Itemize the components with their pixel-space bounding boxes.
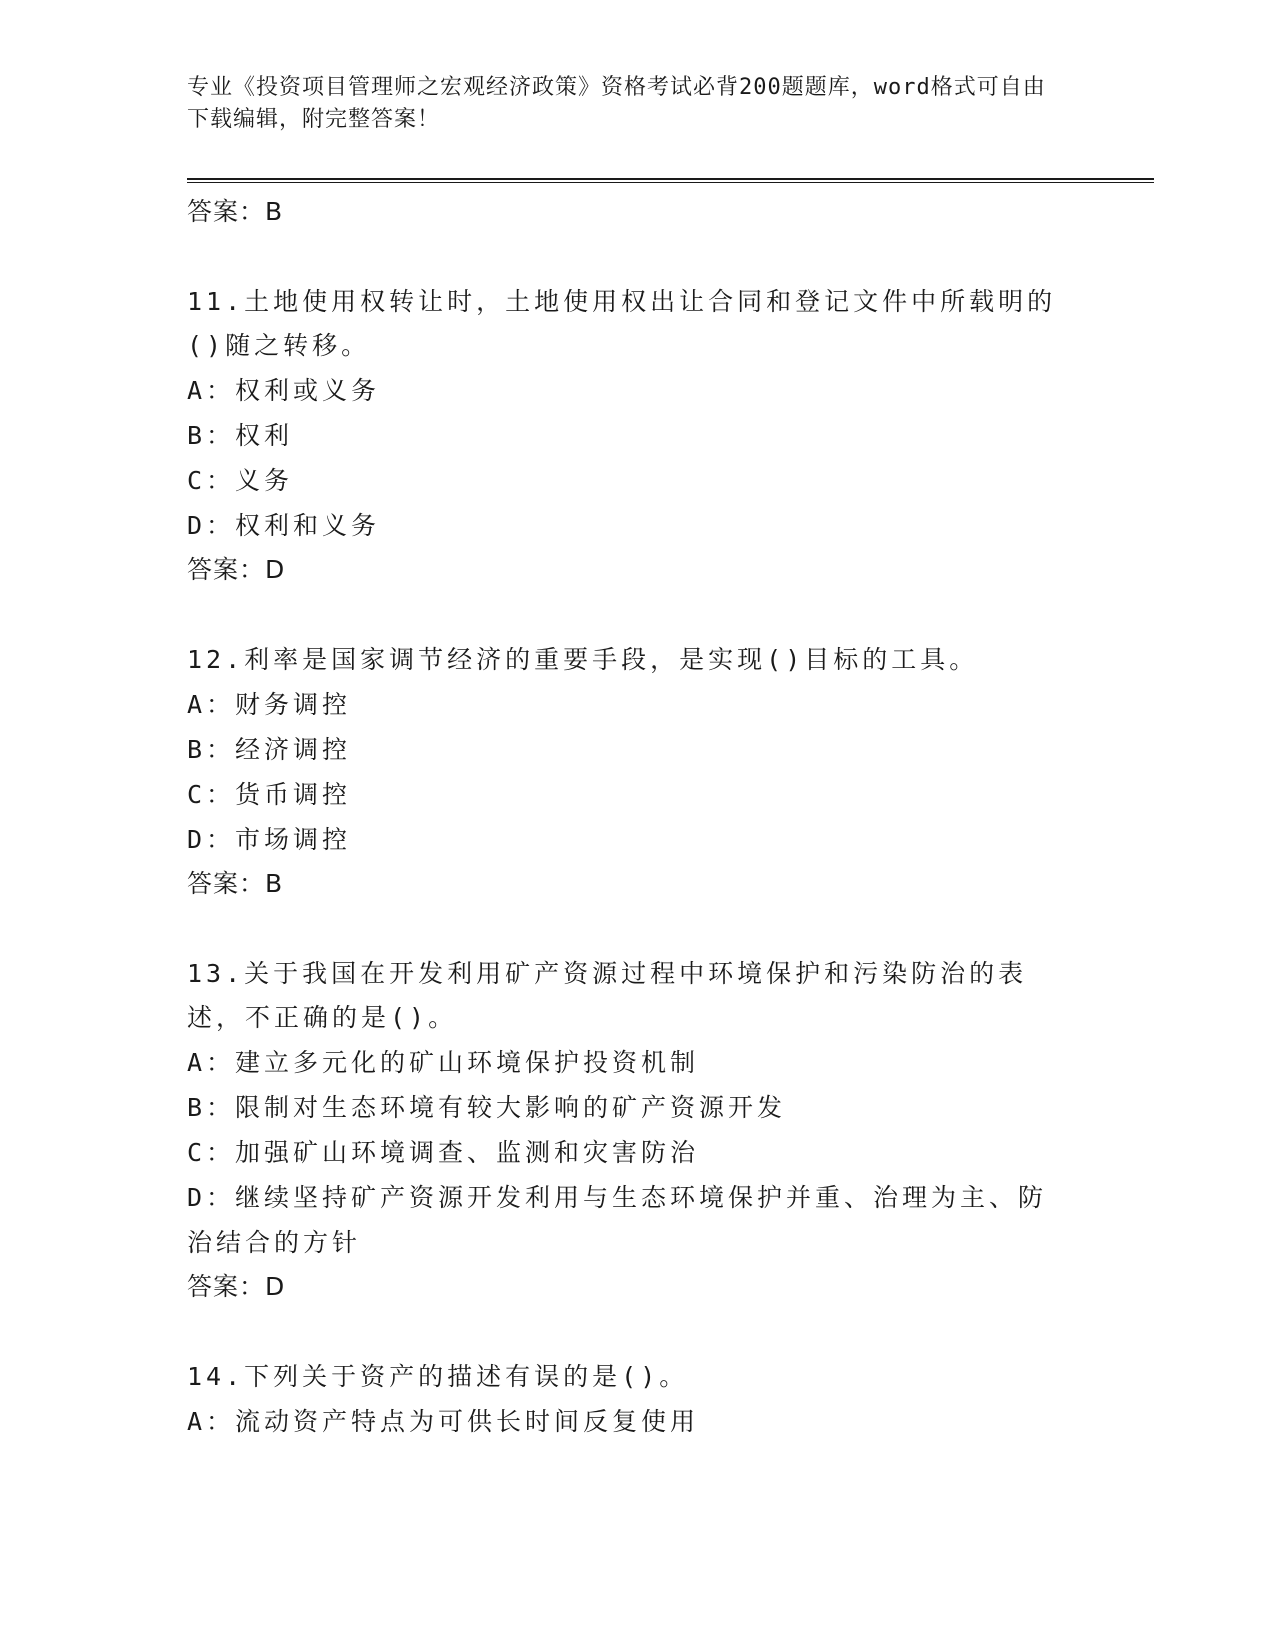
option-b: B：限制对生态环境有较大影响的矿产资源开发 <box>187 1093 787 1122</box>
option-a: A：建立多元化的矿山环境保护投资机制 <box>187 1048 700 1077</box>
question-stem: 13.关于我国在开发利用矿产资源过程中环境保护和污染防治的表述，不正确的是()。 <box>187 959 1028 1032</box>
option-a: A：流动资产特点为可供长时间反复使用 <box>187 1407 700 1436</box>
question-12 <box>187 638 1087 906</box>
option-b: B：经济调控 <box>187 735 352 764</box>
answer-line: 答案：B <box>187 869 284 898</box>
option-d: D：市场调控 <box>187 825 352 854</box>
question-stem: 14.下列关于资产的描述有误的是()。 <box>187 1362 689 1391</box>
option-c: C：义务 <box>187 466 294 495</box>
option-d: D：权利和义务 <box>187 511 381 540</box>
question-14 <box>187 1355 1087 1444</box>
document-body <box>187 190 1087 1444</box>
question-11 <box>187 280 1087 592</box>
option-a: A：财务调控 <box>187 690 352 719</box>
question-stem: 11.土地使用权转让时，土地使用权出让合同和登记文件中所载明的()随之转移。 <box>187 287 1057 360</box>
document-header: 专业《投资项目管理师之宏观经济政策》资格考试必背200题题库，word格式可自由下载编辑，附完整答案！ <box>187 75 1046 132</box>
option-c: C：加强矿山环境调查、监测和灾害防治 <box>187 1138 700 1167</box>
answer-line: 答案：D <box>187 1272 286 1301</box>
option-c: C：货币调控 <box>187 780 352 809</box>
question-stem: 12.利率是国家调节经济的重要手段，是实现()目标的工具。 <box>187 645 979 674</box>
question-13 <box>187 952 1087 1309</box>
option-b: B：权利 <box>187 421 294 450</box>
option-a: A：权利或义务 <box>187 376 381 405</box>
header-divider <box>187 178 1154 183</box>
answer-line: 答案：D <box>187 555 286 584</box>
answer-line: 答案：B <box>187 197 284 226</box>
option-d: D：继续坚持矿产资源开发利用与生态环境保护并重、治理为主、防治结合的方针 <box>187 1183 1048 1257</box>
